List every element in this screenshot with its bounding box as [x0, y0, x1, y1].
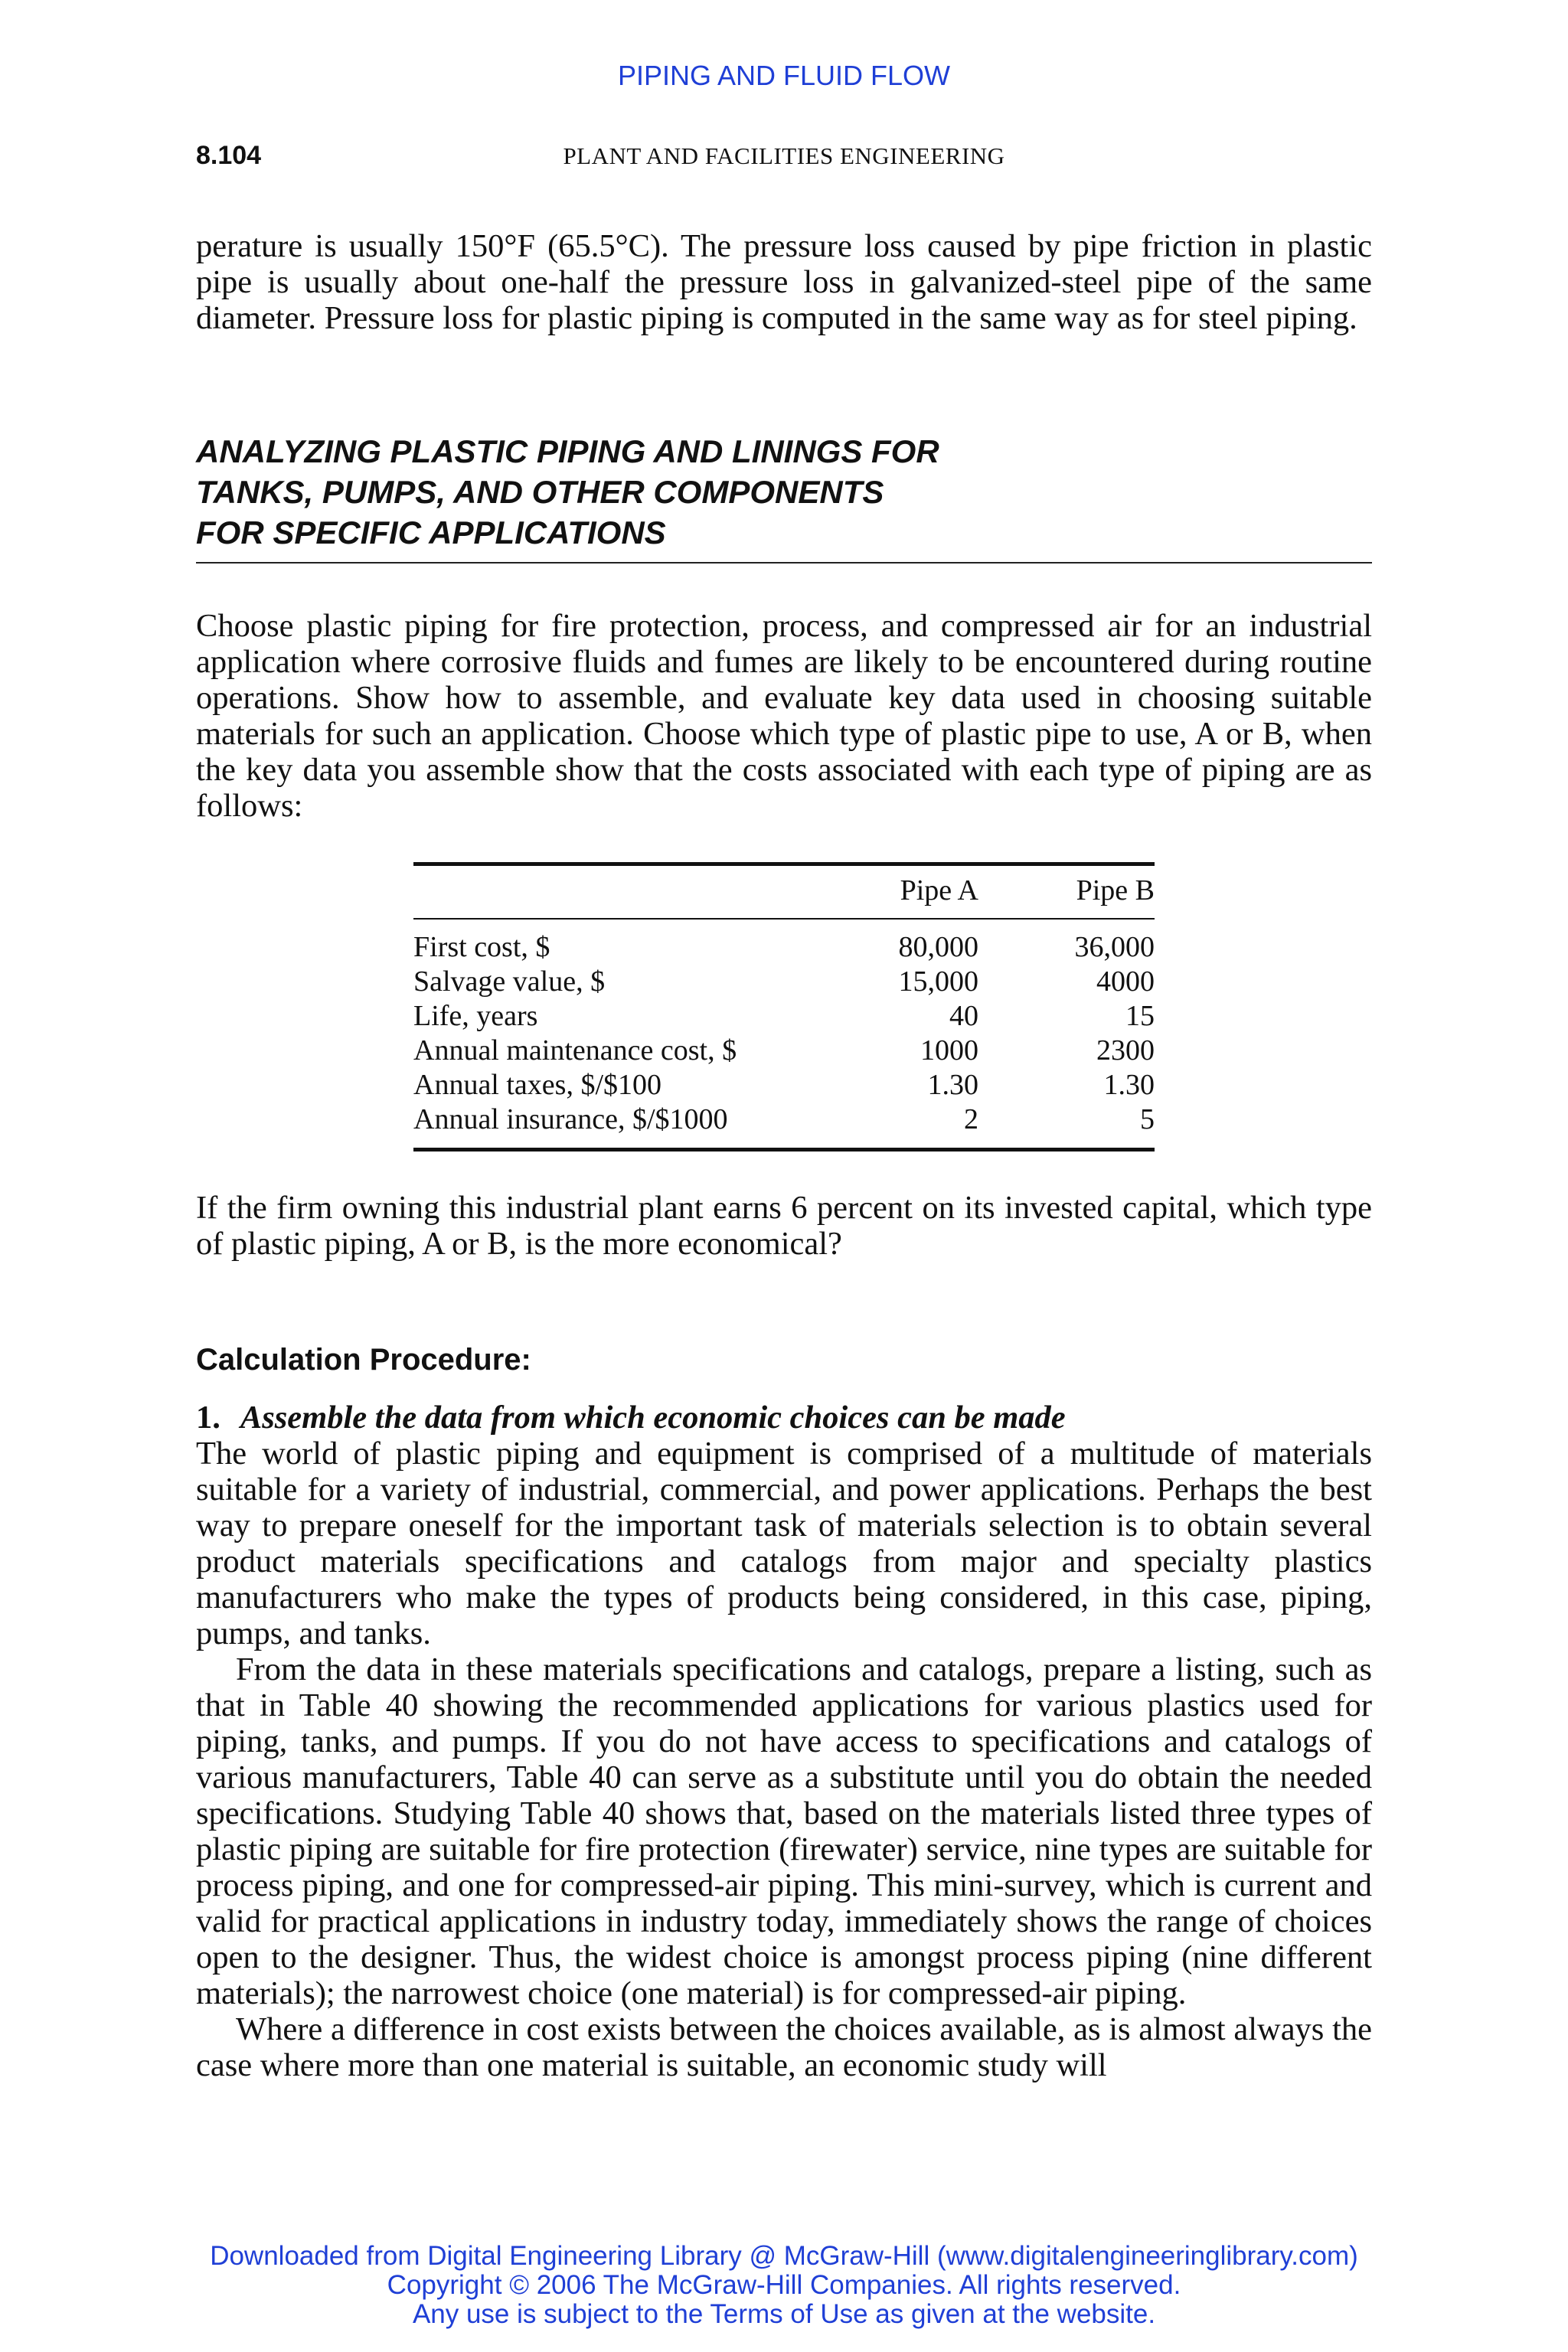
table-header-pipe-b: Pipe B	[1076, 874, 1155, 906]
section-title-line: ANALYZING PLASTIC PIPING AND LININGS FOR	[196, 433, 939, 469]
calculation-heading: Calculation Procedure:	[196, 1343, 531, 1377]
running-head	[196, 141, 1372, 175]
step-number: 1.	[196, 1400, 220, 1436]
intro-paragraph: perature is usually 150°F (65.5°C). The pressure loss caused by pipe friction in plastic pipe is usually about one-half the pressure loss in galvanized-steel pipe of the same diameter. Pressure loss for plastic piping is computed in the same way as for steel piping.	[196, 228, 1372, 336]
chapter-link[interactable]: PIPING AND FLUID FLOW	[617, 60, 951, 91]
table-row	[413, 965, 1155, 999]
row-label: Annual maintenance cost, $	[413, 1034, 737, 1067]
pipe-b-value: 1.30	[1103, 1069, 1155, 1101]
cost-table	[413, 862, 1155, 1152]
pipe-a-value: 1.30	[927, 1069, 978, 1101]
row-label: Salvage value, $	[413, 965, 606, 998]
section-title-line: TANKS, PUMPS, AND OTHER COMPONENTS	[196, 474, 884, 510]
problem-statement: Choose plastic piping for fire protection, process, and compressed air for an industrial application where corrosive fluids and fumes are likely to be encountered during routine operations. Show how to assemble, and evaluate key data used in choosing suitable materials for such an application. Choose which type of plastic pipe to use, A or B, when the key data you assemble show that the costs associated with each type of piping are as follows:	[196, 608, 1372, 824]
table-row	[413, 1068, 1155, 1102]
pipe-b-value: 15	[1125, 1000, 1155, 1032]
footer-notice	[0, 2242, 1568, 2329]
step-title: Assemble the data from which economic choices can be made	[240, 1400, 1066, 1436]
table-row	[413, 999, 1155, 1034]
pipe-a-value: 40	[949, 1000, 978, 1032]
row-label: Annual taxes, $/$100	[413, 1069, 662, 1101]
pipe-a-value: 2	[856, 1102, 978, 1150]
pipe-b-value: 36,000	[1074, 931, 1155, 963]
table-row	[413, 1034, 1155, 1068]
question-paragraph: If the firm owning this industrial plant earns 6 percent on its invested capital, which type of plastic piping, A or B, is the more economical?	[196, 1190, 1372, 1262]
footer-download-link[interactable]: Downloaded from Digital Engineering Library @ McGraw-Hill (www.digitalengineeringlibrary.com)	[210, 2241, 1358, 2271]
pipe-a-value: 80,000	[898, 931, 978, 963]
pipe-b-value: 4000	[1096, 965, 1155, 998]
page-number: 8.104	[196, 141, 262, 170]
section-title-line: FOR SPECIFIC APPLICATIONS	[196, 514, 666, 550]
body-paragraph: From the data in these materials specifications and catalogs, prepare a listing, such as that in Table 40 showing the recommended applications for various plastics used for piping, tanks, and pumps. If you do not have access to specifications and catalogs of various manufacturers, Table 40 can serve as a substitute until you do obtain the needed specifications. Studying Table 40 shows that, based on the materials listed three types of plastic piping are suitable for fire protection (firewater) service, nine types are suitable for process piping, and one for compressed-air piping. This mini-survey, which is current and valid for practical applications in industry today, immediately shows the range of choices open to the designer. Thus, the widest choice is amongst process piping (nine different materials); the narrowest choice (one material) is for compressed-air piping.	[196, 1651, 1372, 2011]
pipe-b-value: 2300	[1096, 1034, 1155, 1067]
pipe-a-value: 1000	[920, 1034, 978, 1067]
table-header-label	[413, 864, 856, 920]
table-header-row	[413, 864, 1155, 920]
body-paragraph: Where a difference in cost exists between the choices available, as is almost always the case where more than one material is suitable, an economic study will	[196, 2011, 1372, 2083]
footer-terms[interactable]: Any use is subject to the Terms of Use as given at the website.	[412, 2299, 1156, 2329]
book-title: PLANT AND FACILITIES ENGINEERING	[563, 142, 1005, 169]
section-title	[196, 431, 1372, 564]
footer-copyright: Copyright © 2006 The McGraw-Hill Companies. All rights reserved.	[387, 2270, 1181, 2300]
step-heading	[196, 1400, 1372, 1436]
body-paragraph: The world of plastic piping and equipment is comprised of a multitude of materials suitable for a variety of industrial, commercial, and power applications. Perhaps the best way to prepare oneself for the important task of materials selection is to obtain several product materials specifications and catalogs from major and specialty plastics manufacturers who make the types of products being considered, in this case, piping, pumps, and tanks.	[196, 1436, 1372, 1651]
table-header-pipe-a: Pipe A	[900, 874, 978, 906]
pipe-a-value: 15,000	[898, 965, 978, 998]
page-content	[196, 228, 1372, 2083]
table-row	[413, 919, 1155, 965]
row-label: First cost, $	[413, 931, 550, 963]
row-label: Annual insurance, $/$1000	[413, 1102, 856, 1150]
table-row	[413, 1102, 1155, 1150]
pipe-b-value: 5	[978, 1102, 1155, 1150]
row-label: Life, years	[413, 1000, 538, 1032]
